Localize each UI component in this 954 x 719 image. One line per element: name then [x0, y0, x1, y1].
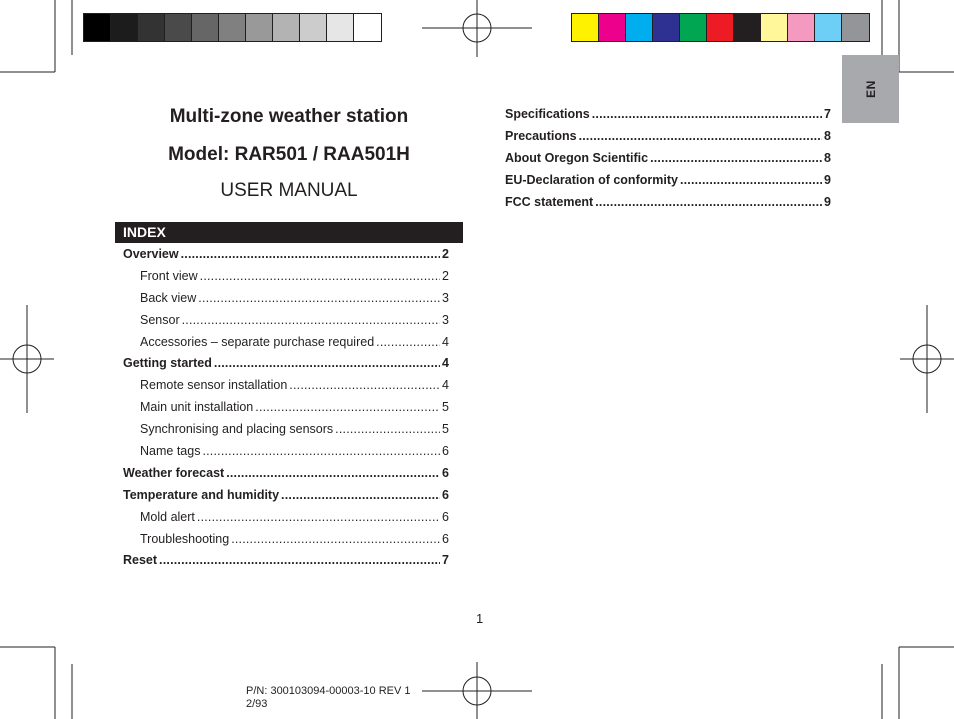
toc-entry: [123, 550, 449, 572]
toc-entry-page: 6: [442, 444, 449, 459]
grayscale-swatch: [111, 14, 138, 41]
registration-circle: [463, 14, 491, 42]
grayscale-swatch: [192, 14, 219, 41]
toc-entry-title: EU-Declaration of conformity: [505, 172, 678, 187]
toc-entry-page: 2: [442, 247, 449, 261]
color-swatch: [626, 14, 653, 41]
toc-entry-title: About Oregon Scientific: [505, 150, 649, 165]
toc-entry-title: Getting started: [123, 356, 212, 371]
color-swatch: [734, 14, 761, 41]
toc-entry-title: FCC statement: [505, 194, 594, 209]
toc-entry-page: 6: [442, 487, 449, 502]
toc-leader-dots: [231, 529, 440, 551]
toc-entry-title: Troubleshooting: [140, 531, 230, 546]
toc-leader-dots: [200, 266, 440, 288]
toc-entry-page: 4: [442, 378, 449, 393]
table-of-contents-right: [505, 104, 831, 213]
toc-leader-dots: [202, 441, 440, 463]
toc-entry-page: 6: [442, 465, 449, 480]
toc-entry-title: Back view: [140, 290, 197, 305]
grayscale-swatch: [273, 14, 300, 41]
color-swatch: [815, 14, 842, 41]
model-number: Model: RAR501 / RAA501H: [168, 144, 410, 165]
registration-circle: [13, 345, 41, 373]
toc-entry-page: 8: [824, 128, 831, 143]
toc-leader-dots: [255, 397, 440, 419]
toc-entry-title: Sensor: [140, 312, 180, 327]
manual-label: USER MANUAL: [220, 180, 358, 201]
grayscale-swatch: [138, 14, 165, 41]
color-swatch: [599, 14, 626, 41]
toc-entry-page: 3: [442, 290, 449, 305]
toc-entry-title: Weather forecast: [123, 465, 225, 480]
language-tab: [842, 55, 899, 123]
grayscale-swatch: [246, 14, 273, 41]
sheet-number: 2/93: [246, 698, 268, 710]
toc-leader-dots: [181, 244, 440, 266]
toc-entry: [505, 170, 831, 192]
toc-entry: [123, 375, 449, 397]
color-calibration-bar: [571, 13, 870, 42]
toc-entry-page: 4: [442, 334, 449, 349]
toc-entry: [123, 529, 449, 551]
grayscale-swatch: [300, 14, 327, 41]
toc-entry-title: Precautions: [505, 128, 577, 143]
toc-entry-page: 4: [442, 356, 449, 371]
toc-entry-page: 5: [442, 400, 449, 415]
toc-leader-dots: [159, 550, 440, 572]
grayscale-swatch: [327, 14, 354, 41]
toc-entry-title: Name tags: [140, 444, 201, 459]
toc-entry: [505, 192, 831, 214]
print-footer: [246, 685, 411, 711]
grayscale-swatch: [219, 14, 246, 41]
color-swatch: [680, 14, 707, 41]
toc-entry-title: Specifications: [505, 107, 590, 121]
toc-leader-dots: [182, 310, 440, 332]
toc-entry: [123, 507, 449, 529]
toc-leader-dots: [198, 288, 440, 310]
toc-entry-page: 7: [442, 553, 449, 568]
toc-entry-page: 6: [442, 531, 449, 546]
toc-leader-dots: [197, 507, 440, 529]
toc-entry-title: Overview: [123, 247, 179, 261]
registration-circle: [913, 345, 941, 373]
toc-entry: [505, 126, 831, 148]
toc-entry: [505, 148, 831, 170]
color-swatch: [788, 14, 815, 41]
color-swatch: [842, 14, 869, 41]
toc-entry-title: Main unit installation: [140, 400, 254, 415]
toc-leader-dots: [281, 485, 440, 507]
index-header: [115, 222, 463, 243]
toc-leader-dots: [226, 463, 440, 485]
toc-entry-page: 5: [442, 422, 449, 437]
toc-entry-page: 9: [824, 172, 831, 187]
toc-entry-title: Remote sensor installation: [140, 378, 288, 393]
color-swatch: [653, 14, 680, 41]
toc-entry: [123, 288, 449, 310]
toc-entry: [123, 485, 449, 507]
toc-entry-title: Accessories – separate purchase required: [140, 334, 375, 349]
table-of-contents-left: [123, 244, 449, 572]
toc-entry: [123, 332, 449, 354]
toc-entry: [123, 397, 449, 419]
toc-leader-dots: [579, 126, 822, 148]
toc-entry-title: Mold alert: [140, 509, 195, 524]
toc-entry-page: 9: [824, 194, 831, 209]
toc-entry-page: 7: [824, 107, 831, 121]
toc-leader-dots: [214, 353, 440, 375]
toc-entry-title: Reset: [123, 553, 158, 568]
grayscale-swatch: [84, 14, 111, 41]
toc-entry: [123, 244, 449, 266]
color-swatch: [572, 14, 599, 41]
toc-entry: [123, 353, 449, 375]
toc-entry-page: 3: [442, 312, 449, 327]
grayscale-swatch: [165, 14, 192, 41]
registration-circle: [463, 677, 491, 705]
document-title: Multi-zone weather station: [169, 106, 409, 127]
page-number: 1: [476, 611, 484, 626]
part-number: P/N: 300103094-00003-10 REV 1: [246, 685, 411, 697]
language-label: EN: [863, 80, 878, 98]
toc-entry-title: Front view: [140, 268, 198, 283]
toc-leader-dots: [376, 332, 440, 354]
color-swatch: [707, 14, 734, 41]
grayscale-calibration-bar: [83, 13, 382, 42]
toc-entry: [123, 266, 449, 288]
color-swatch: [761, 14, 788, 41]
grayscale-swatch: [354, 14, 381, 41]
toc-entry-title: Temperature and humidity: [123, 487, 280, 502]
toc-entry-page: 2: [442, 268, 449, 283]
toc-leader-dots: [650, 148, 822, 170]
toc-entry-page: 6: [442, 509, 449, 524]
toc-leader-dots: [680, 170, 822, 192]
toc-entry: [123, 419, 449, 441]
index-header-label: INDEX: [123, 224, 166, 240]
toc-entry-page: 8: [824, 150, 831, 165]
toc-entry: [123, 441, 449, 463]
toc-leader-dots: [335, 419, 440, 441]
toc-entry: [123, 463, 449, 485]
toc-entry-title: Synchronising and placing sensors: [140, 422, 334, 437]
toc-leader-dots: [592, 104, 822, 126]
toc-entry: [123, 310, 449, 332]
toc-leader-dots: [595, 192, 822, 214]
toc-entry: [505, 104, 831, 126]
toc-leader-dots: [289, 375, 440, 397]
